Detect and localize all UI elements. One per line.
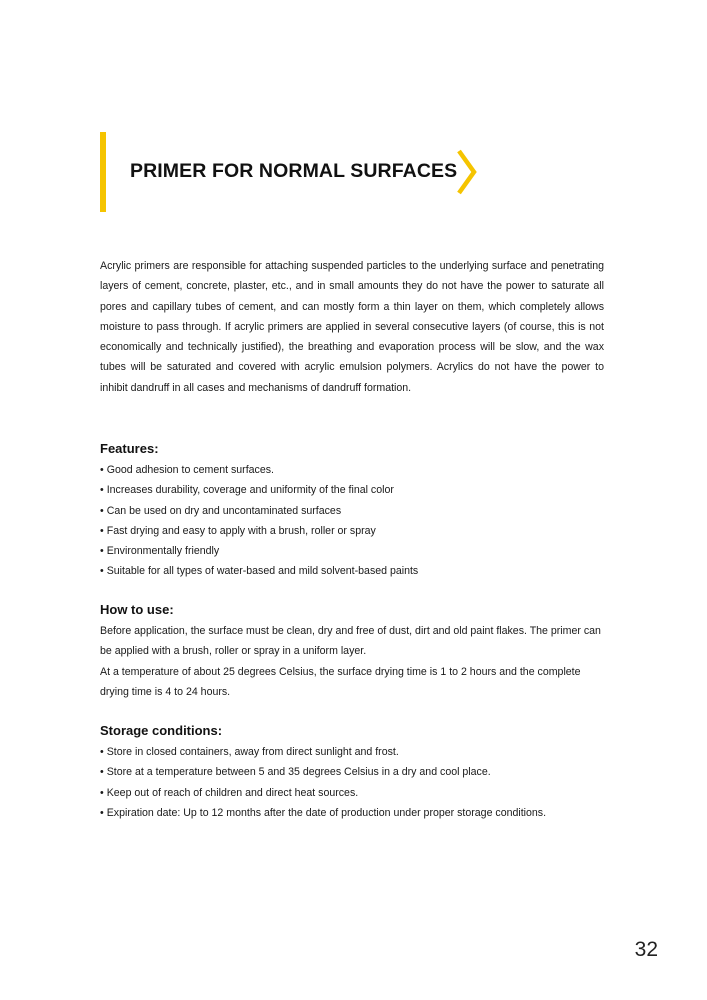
- list-item: • Can be used on dry and uncontaminated surfaces: [100, 501, 610, 521]
- features-list: [100, 460, 610, 582]
- page-title: PRIMER FOR NORMAL SURFACES: [130, 160, 458, 182]
- list-item: • Keep out of reach of children and direct heat sources.: [100, 783, 610, 803]
- how-to-use-paragraph: Before application, the surface must be clean, dry and free of dust, dirt and old paint flakes. The primer can be applied with a brush, roller or spray in a uniform layer.: [100, 625, 601, 658]
- list-item: • Increases durability, coverage and uniformity of the final color: [100, 480, 610, 500]
- list-item: • Environmentally friendly: [100, 541, 610, 561]
- list-item: • Expiration date: Up to 12 months after the date of production under proper storage conditions.: [100, 803, 610, 823]
- list-item: • Good adhesion to cement surfaces.: [100, 460, 610, 480]
- how-to-use-section: [100, 601, 610, 702]
- storage-section: [100, 722, 610, 823]
- how-to-use-paragraph: At a temperature of about 25 degrees Celsius, the surface drying time is 1 to 2 hours and the complete drying time is 4 to 24 hours.: [100, 665, 581, 698]
- intro-paragraph: Acrylic primers are responsible for attaching suspended particles to the underlying surface and penetrating layers of cement, concrete, plaster, etc., and in small amounts they do not have the power to saturate all pores and capillary tubes of cement, and can mostly form a thin layer on them, which completely allows moisture to pass through. If acrylic primers are applied in several consecutive layers (of course, this is not economically and technically justified), the breathing and evaporation process will be slow, and the wax tubes will be saturated and covered with acrylic emulsion polymers. Acrylics do not have the power to inhibit dandruff in all cases and mechanisms of dandruff formation.: [100, 260, 604, 394]
- features-section: [100, 440, 610, 582]
- title-accent-bar: [100, 132, 106, 212]
- page-number: 32: [634, 938, 658, 961]
- title-block: [100, 132, 500, 212]
- list-item: • Fast drying and easy to apply with a brush, roller or spray: [100, 521, 610, 541]
- list-item: • Store in closed containers, away from direct sunlight and frost.: [100, 742, 610, 762]
- how-to-use-heading: How to use:: [100, 602, 174, 617]
- chevron-right-icon: [454, 148, 480, 196]
- storage-heading: Storage conditions:: [100, 723, 223, 738]
- storage-list: [100, 742, 610, 823]
- list-item: • Suitable for all types of water-based and mild solvent-based paints: [100, 561, 610, 581]
- list-item: • Store at a temperature between 5 and 35 degrees Celsius in a dry and cool place.: [100, 762, 610, 782]
- features-heading: Features:: [100, 441, 159, 456]
